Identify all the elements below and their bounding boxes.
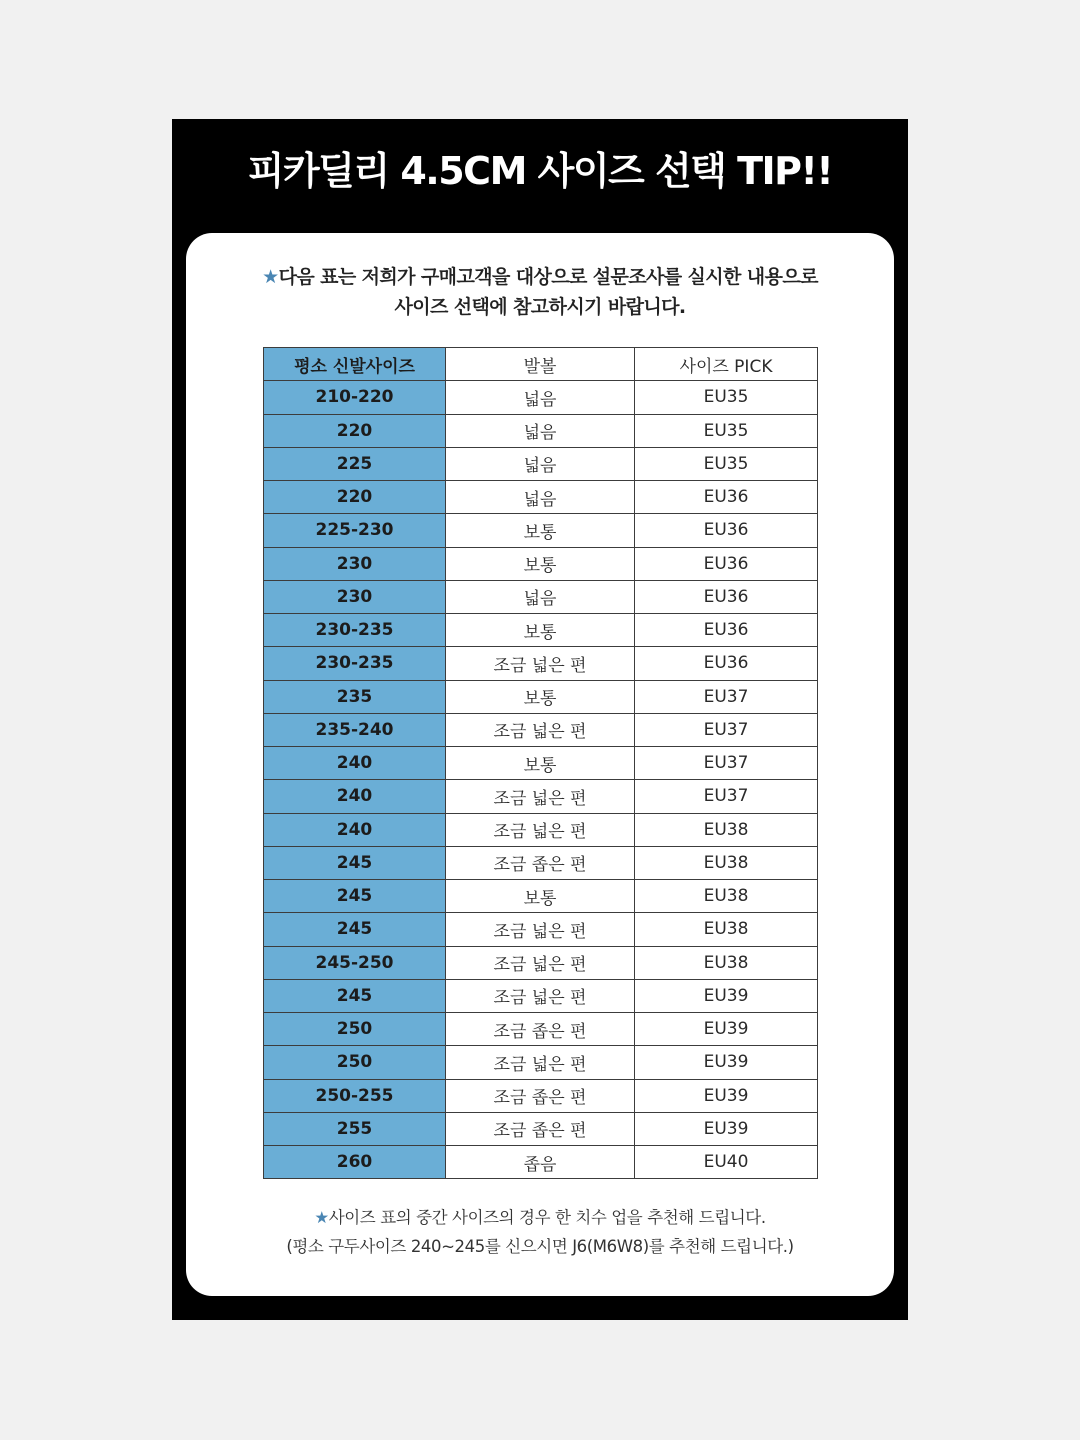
footnote-line-1-text: 사이즈 표의 중간 사이즈의 경우 한 치수 업을 추천해 드립니다. — [328, 1208, 766, 1227]
cell-usual-size: 210-220 — [264, 381, 446, 414]
table-row — [264, 813, 818, 846]
header-size-pick: 사이즈 PICK — [635, 348, 818, 381]
table-row — [264, 747, 818, 780]
cell-size-pick: EU39 — [635, 979, 818, 1012]
cell-size-pick: EU35 — [635, 447, 818, 480]
cell-size-pick: EU36 — [635, 481, 818, 514]
cell-foot-width: 조금 넓은 편 — [446, 780, 635, 813]
cell-size-pick: EU35 — [635, 381, 818, 414]
table-row — [264, 713, 818, 746]
table-row — [264, 414, 818, 447]
table-row — [264, 913, 818, 946]
footnote — [186, 1203, 894, 1261]
cell-usual-size: 230 — [264, 580, 446, 613]
size-table — [263, 347, 818, 1179]
cell-foot-width: 보통 — [446, 547, 635, 580]
intro-line-1 — [186, 262, 894, 292]
cell-size-pick: EU39 — [635, 1046, 818, 1079]
cell-size-pick: EU38 — [635, 846, 818, 879]
table-row — [264, 647, 818, 680]
cell-usual-size: 250 — [264, 1046, 446, 1079]
intro-line-2: 사이즈 선택에 참고하시기 바랍니다. — [394, 296, 686, 318]
table-row — [264, 979, 818, 1012]
cell-size-pick: EU38 — [635, 913, 818, 946]
cell-size-pick: EU35 — [635, 414, 818, 447]
cell-foot-width: 보통 — [446, 880, 635, 913]
cell-foot-width: 조금 넓은 편 — [446, 813, 635, 846]
cell-foot-width: 보통 — [446, 680, 635, 713]
table-row — [264, 481, 818, 514]
cell-usual-size: 245 — [264, 979, 446, 1012]
cell-size-pick: EU37 — [635, 680, 818, 713]
cell-foot-width: 넓음 — [446, 381, 635, 414]
cell-usual-size: 260 — [264, 1146, 446, 1179]
cell-foot-width: 보통 — [446, 614, 635, 647]
cell-size-pick: EU36 — [635, 580, 818, 613]
table-row — [264, 1146, 818, 1179]
cell-usual-size: 245 — [264, 846, 446, 879]
cell-size-pick: EU36 — [635, 547, 818, 580]
cell-foot-width: 조금 넓은 편 — [446, 946, 635, 979]
cell-usual-size: 230 — [264, 547, 446, 580]
cell-size-pick: EU39 — [635, 1112, 818, 1145]
cell-foot-width: 조금 넓은 편 — [446, 979, 635, 1012]
cell-size-pick: EU38 — [635, 813, 818, 846]
cell-usual-size: 230-235 — [264, 647, 446, 680]
cell-usual-size: 250 — [264, 1013, 446, 1046]
table-row — [264, 680, 818, 713]
cell-foot-width: 조금 좁은 편 — [446, 1112, 635, 1145]
cell-usual-size: 240 — [264, 747, 446, 780]
cell-foot-width: 조금 좁은 편 — [446, 846, 635, 879]
cell-usual-size: 225 — [264, 447, 446, 480]
header-foot-width: 발볼 — [446, 348, 635, 381]
table-row — [264, 880, 818, 913]
table-row — [264, 946, 818, 979]
cell-usual-size: 245 — [264, 880, 446, 913]
star-icon: ★ — [262, 266, 279, 288]
table-row — [264, 1013, 818, 1046]
cell-foot-width: 조금 넓은 편 — [446, 1046, 635, 1079]
cell-foot-width: 조금 넓은 편 — [446, 713, 635, 746]
cell-size-pick: EU39 — [635, 1079, 818, 1112]
cell-foot-width: 보통 — [446, 514, 635, 547]
poster-title: 피카딜리 4.5CM 사이즈 선택 TIP!! — [247, 149, 833, 193]
cell-size-pick: EU39 — [635, 1013, 818, 1046]
size-table-body — [264, 381, 818, 1179]
footnote-line-2: (평소 구두사이즈 240~245를 신으시면 J6(M6W8)를 추천해 드립니다.) — [286, 1237, 794, 1256]
cell-foot-width: 좁음 — [446, 1146, 635, 1179]
cell-size-pick: EU37 — [635, 747, 818, 780]
cell-usual-size: 240 — [264, 813, 446, 846]
cell-usual-size: 225-230 — [264, 514, 446, 547]
cell-usual-size: 220 — [264, 414, 446, 447]
cell-usual-size: 245-250 — [264, 946, 446, 979]
cell-foot-width: 넓음 — [446, 481, 635, 514]
cell-foot-width: 조금 넓은 편 — [446, 647, 635, 680]
cell-usual-size: 235-240 — [264, 713, 446, 746]
footnote-line-1 — [186, 1203, 894, 1232]
cell-size-pick: EU36 — [635, 647, 818, 680]
table-row — [264, 1079, 818, 1112]
cell-size-pick: EU38 — [635, 880, 818, 913]
table-row — [264, 547, 818, 580]
cell-foot-width: 넓음 — [446, 447, 635, 480]
cell-size-pick: EU40 — [635, 1146, 818, 1179]
table-row — [264, 1046, 818, 1079]
cell-usual-size: 245 — [264, 913, 446, 946]
cell-usual-size: 220 — [264, 481, 446, 514]
cell-foot-width: 조금 좁은 편 — [446, 1013, 635, 1046]
star-icon: ★ — [314, 1208, 329, 1227]
table-row — [264, 846, 818, 879]
cell-size-pick: EU36 — [635, 514, 818, 547]
intro-line-1-text: 다음 표는 저희가 구매고객을 대상으로 설문조사를 실시한 내용으로 — [278, 266, 818, 288]
intro-text — [186, 262, 894, 322]
cell-foot-width: 넓음 — [446, 414, 635, 447]
table-row — [264, 1112, 818, 1145]
table-row — [264, 614, 818, 647]
cell-size-pick: EU37 — [635, 780, 818, 813]
cell-usual-size: 255 — [264, 1112, 446, 1145]
cell-usual-size: 240 — [264, 780, 446, 813]
cell-usual-size: 230-235 — [264, 614, 446, 647]
cell-size-pick: EU36 — [635, 614, 818, 647]
cell-size-pick: EU37 — [635, 713, 818, 746]
table-row — [264, 381, 818, 414]
table-row — [264, 580, 818, 613]
table-header-row — [264, 348, 818, 381]
cell-foot-width: 넓음 — [446, 580, 635, 613]
table-row — [264, 780, 818, 813]
cell-foot-width: 조금 넓은 편 — [446, 913, 635, 946]
header-usual-size: 평소 신발사이즈 — [264, 348, 446, 381]
cell-usual-size: 250-255 — [264, 1079, 446, 1112]
cell-foot-width: 조금 좁은 편 — [446, 1079, 635, 1112]
table-row — [264, 514, 818, 547]
table-row — [264, 447, 818, 480]
cell-usual-size: 235 — [264, 680, 446, 713]
cell-foot-width: 보통 — [446, 747, 635, 780]
cell-size-pick: EU38 — [635, 946, 818, 979]
